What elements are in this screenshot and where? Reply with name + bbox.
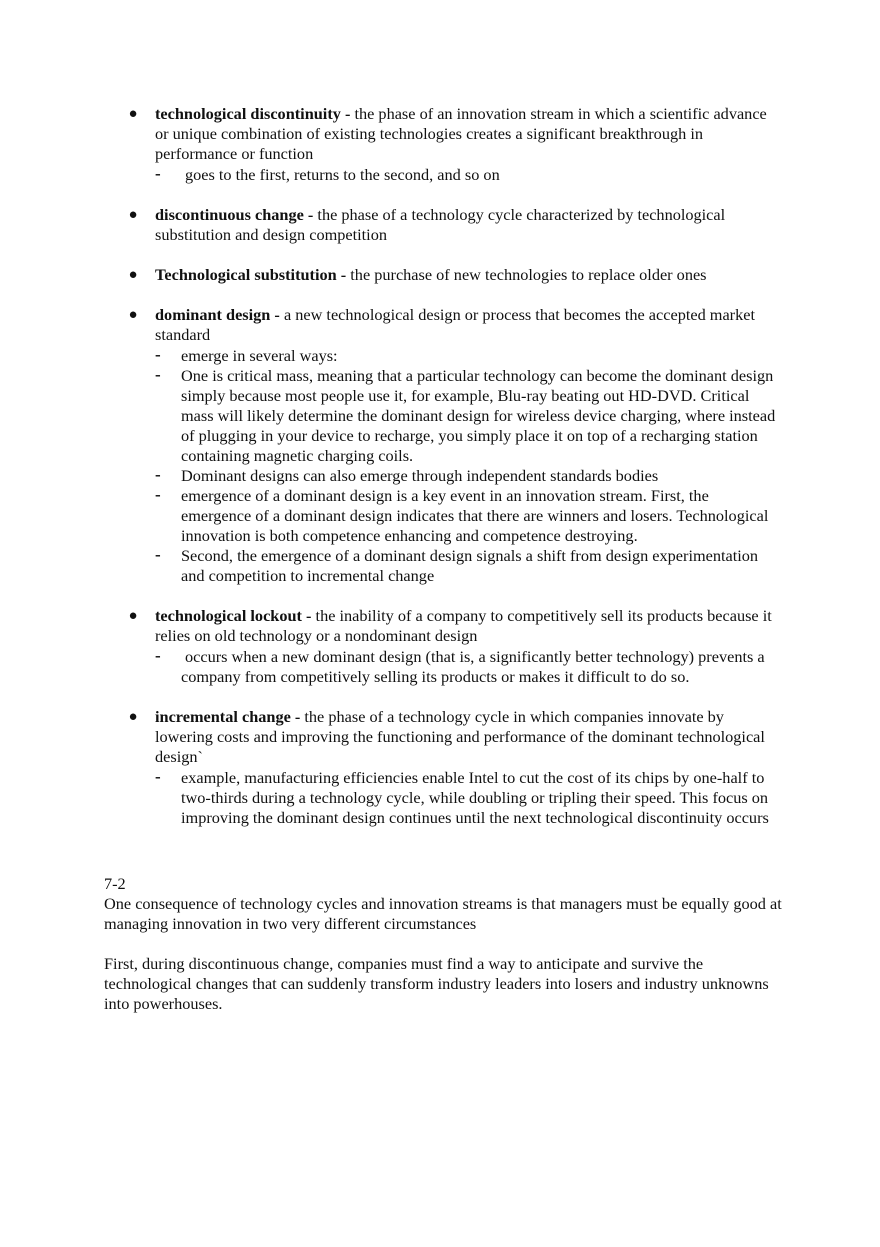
term: incremental change - bbox=[155, 707, 301, 726]
dash-icon: - bbox=[155, 646, 161, 665]
definition: the phase of a technology cycle in which companies innovate by lowering costs and improving the functioning and performance of the dominant technological design` bbox=[155, 707, 765, 766]
dash-icon: - bbox=[155, 465, 161, 484]
bullet-icon: ● bbox=[128, 307, 138, 323]
term: technological discontinuity - bbox=[155, 104, 351, 123]
sub-list bbox=[155, 647, 780, 687]
bullet-item bbox=[0, 104, 880, 185]
sub-item: - Dominant designs can also emerge through independent standards bodies bbox=[155, 465, 659, 485]
sub-item: - goes to the first, returns to the second, and so on bbox=[155, 164, 500, 184]
dash-icon: - bbox=[155, 365, 161, 384]
definition: the phase of a technology cycle characterized by technological substitution and design competition bbox=[155, 205, 726, 244]
paragraph: One consequence of technology cycles and innovation streams is that managers must be equally good at managing innovation in two very different circumstances bbox=[104, 894, 782, 933]
definition: a new technological design or process that becomes the accepted market standard bbox=[155, 305, 755, 344]
sub-item: - occurs when a new dominant design (that is, a significantly better technology) prevents a company from competitively selling its products or makes it difficult to do so. bbox=[155, 646, 765, 686]
term: Technological substitution - bbox=[155, 265, 347, 284]
term: discontinuous change - bbox=[155, 205, 314, 224]
dash-icon: - bbox=[155, 485, 161, 504]
bullet-item bbox=[0, 606, 880, 687]
sub-list bbox=[155, 165, 780, 185]
bullet-icon: ● bbox=[128, 267, 138, 283]
bullet-item bbox=[0, 265, 880, 285]
dash-icon: - bbox=[155, 767, 161, 786]
bullet-icon: ● bbox=[128, 106, 138, 122]
dash-icon: - bbox=[155, 164, 161, 183]
section-number: 7-2 bbox=[104, 874, 126, 893]
bullet-item bbox=[0, 305, 880, 586]
sub-list bbox=[155, 768, 780, 828]
term: dominant design - bbox=[155, 305, 280, 324]
bullet-item bbox=[0, 707, 880, 828]
bullet-icon: ● bbox=[128, 608, 138, 624]
definition: the purchase of new technologies to replace older ones bbox=[350, 265, 707, 284]
sub-item: - One is critical mass, meaning that a particular technology can become the dominant design simply because most people use it, for example, Blu-ray beating out HD-DVD. Critical mass will likely determine the dominant design for wireless device charging, where instead of plugging in your device to recharge, you simply place it on top of a recharging station containing magnetic charging coils. bbox=[155, 365, 776, 465]
bullet-icon: ● bbox=[128, 207, 138, 223]
sub-list bbox=[155, 346, 780, 586]
sub-item: - Second, the emergence of a dominant design signals a shift from design experimentation and competition to incremental change bbox=[155, 545, 759, 585]
paragraph: First, during discontinuous change, companies must find a way to anticipate and survive the technological changes that can suddenly transform industry leaders into losers and industry unknowns into powerhouses. bbox=[104, 954, 769, 1013]
definition: the inability of a company to competitively sell its products because it relies on old technology or a nondominant design bbox=[155, 606, 772, 645]
dash-icon: - bbox=[155, 345, 161, 364]
bullet-item bbox=[0, 205, 880, 245]
sub-item: - example, manufacturing efficiencies enable Intel to cut the cost of its chips by one-half to two-thirds during a technology cycle, while doubling or tripling their speed. This focus on improving the dominant design continues until the next technological discontinuity occurs bbox=[155, 767, 769, 827]
definition: the phase of an innovation stream in which a scientific advance or unique combination of existing technologies creates a significant breakthrough in performance or function bbox=[155, 104, 767, 163]
bullet-icon: ● bbox=[128, 709, 138, 725]
sub-item: - emerge in several ways: bbox=[155, 345, 338, 365]
term: technological lockout - bbox=[155, 606, 312, 625]
definition-list bbox=[0, 104, 880, 828]
dash-icon: - bbox=[155, 545, 161, 564]
sub-item: - emergence of a dominant design is a key event in an innovation stream. First, the emergence of a dominant design indicates that there are winners and losers. Technological innovation is both competence enhancing and competence destroying. bbox=[155, 485, 769, 545]
